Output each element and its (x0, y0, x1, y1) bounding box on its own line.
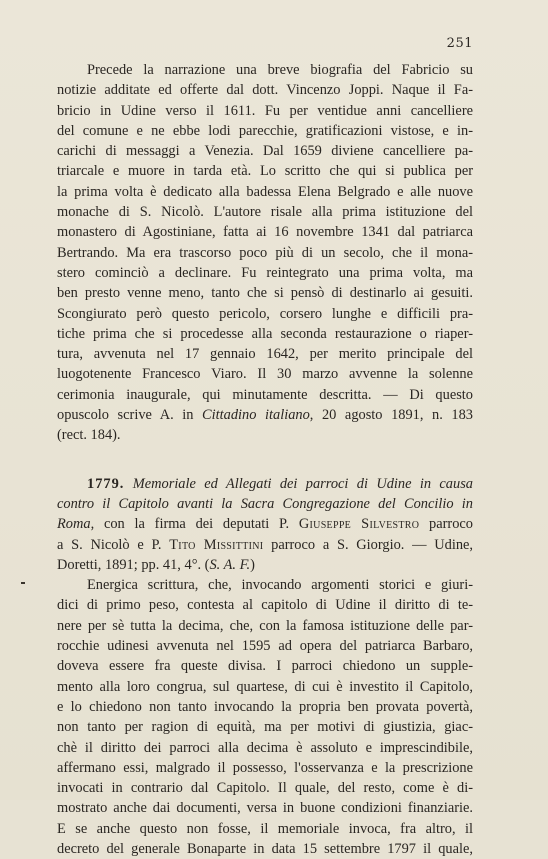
text-line: tura, avvenuta nel 17 gennaio 1642, per merito principale del (57, 346, 473, 363)
text-line: notizie additate ed offerte dal dott. Vincenzo Joppi. Naque il Fa- (57, 82, 473, 99)
entry-title-line (57, 514, 473, 534)
text-line: doveva essere fra queste divisa. I parroci chiedono un supple- (57, 658, 473, 675)
source-abbrev: S. A. F. (209, 556, 251, 573)
text-line: tiche prima che si procedesse alla seconda restaurazione o riaper- (57, 325, 473, 342)
section-gap (57, 446, 473, 474)
text-line: decreto del generale Bonaparte in data 15 settembre 1797 il quale, (57, 840, 473, 857)
text-line: chè il diritto dei parroci alla decima è assoluto e imprescindibile, (57, 739, 473, 756)
entry-title: Memoriale ed Allegati dei parroci di Udine in causa (132, 475, 473, 492)
entry-text: ) (250, 556, 255, 573)
entry-title-end: Roma (57, 516, 91, 533)
text-line: E se anche questo non fosse, il memoriale invoca, fra altro, il (57, 820, 473, 837)
text-line: nere per sè tutta la decima, che, con la famosa istituzione delle par- (57, 617, 473, 634)
author-name: Tito Missittini (169, 536, 264, 553)
text-line: bricio in Udine verso il 1611. Fu per ventidue anni cancelliere (57, 102, 473, 119)
author-name: Giuseppe Silvestro (298, 516, 420, 533)
text-line: Precede la narrazione una breve biografia del Fabricio su (87, 62, 473, 78)
text-line: del comune e ne ebbe lodi parecchie, gratificazioni vistose, e in- (57, 122, 473, 139)
entry-line (57, 535, 473, 555)
entry-title-line: contro il Capitolo avanti la Sacra Congregazione del Concilio in (57, 495, 473, 512)
text-line: luogotenente Francesco Viaro. Il 30 marzo avvenne la solenne (57, 366, 473, 383)
text-line: cerimonia inaugurale, qui minutamente descritta. — Di questo (57, 386, 473, 403)
entry-text: a S. Nicolò e P. (57, 536, 170, 553)
text-line: Energica scrittura, che, invocando argomenti storici e giuri- (87, 577, 473, 594)
text-line: e lo chiedono non tanto invocando la propria ben provata povertà, (57, 698, 473, 715)
entry-text: parroco (419, 516, 473, 533)
text-line: mostrato anche dai documenti, versa in buone condizioni finanziarie. (57, 800, 473, 817)
text-line: dici di primo peso, contesta al capitolo di Udine il diritto di te- (57, 597, 473, 614)
text-line: Bertrando. Ma era trascorso poco più di un secolo, che il mona- (57, 244, 473, 261)
text-line: non tanto per ragion di equità, ma per motivi di giustizia, giac- (57, 719, 473, 736)
entry-title-line (57, 474, 473, 494)
citation-post: , 20 agosto 1891, n. 183 (309, 407, 474, 424)
text-line: invocati in contrario dal Capitolo. Il quale, del resto, come è di- (57, 780, 473, 797)
entry-text: Doretti, 1891; pp. 41, 4°. ( (57, 556, 210, 573)
text-line: triarcale e muore in tarda età. Lo scritto che qui si publica per (57, 163, 473, 180)
entry-text: , con la firma dei deputati P. (90, 516, 299, 533)
text-line: carichi di messaggi a Venezia. Dal 1659 diviene cancelliere pa- (57, 143, 473, 160)
text-line: monastero di Agostiniane, fatta ai 16 novembre 1341 dal patriarca (57, 224, 473, 241)
paragraph-fabricio (57, 60, 473, 446)
text-line-citation (57, 405, 473, 425)
text-line: la prima volta è dedicato alla badessa Elena Belgrado e alle nuove (57, 183, 473, 200)
text-line: rocchie udinesi avvenuta nel 1595 ad opera del patriarca Barbaro, (57, 638, 473, 655)
page-number: 251 (446, 36, 473, 51)
bibliography-entry (57, 474, 473, 575)
text-line: ben presto venne meno, tanto che si pensò di destinarlo ai gesuiti. (57, 285, 473, 302)
citation-pre: opuscolo scrive A. in (57, 407, 203, 424)
text-line: stero cominciò a declinare. Fu reintegrato una prima volta, ma (57, 264, 473, 281)
entry-publication-line (57, 555, 473, 575)
newspaper-title: Cittadino italiano (202, 407, 310, 424)
text-line: monache di S. Nicolò. L'autore risale alla prima istituzione del (57, 204, 473, 221)
text-line: affermano essi, malgrado il possesso, l'osservanza e la prescrizione (57, 759, 473, 776)
text-line: (rect. 184). (57, 427, 121, 444)
paragraph-memoriale (57, 575, 473, 859)
margin-mark (21, 582, 25, 584)
page-body (57, 60, 473, 859)
text-line: mento alla loro congrua, sul quartese, di cui è investito il Capitolo, (57, 678, 473, 695)
entry-number: 1779. (87, 475, 125, 492)
entry-text: parroco a S. Giorgio. — Udine, (263, 536, 473, 553)
text-line: Scongiurato però questo pericolo, corsero lunghe e difficili pra- (57, 305, 473, 322)
